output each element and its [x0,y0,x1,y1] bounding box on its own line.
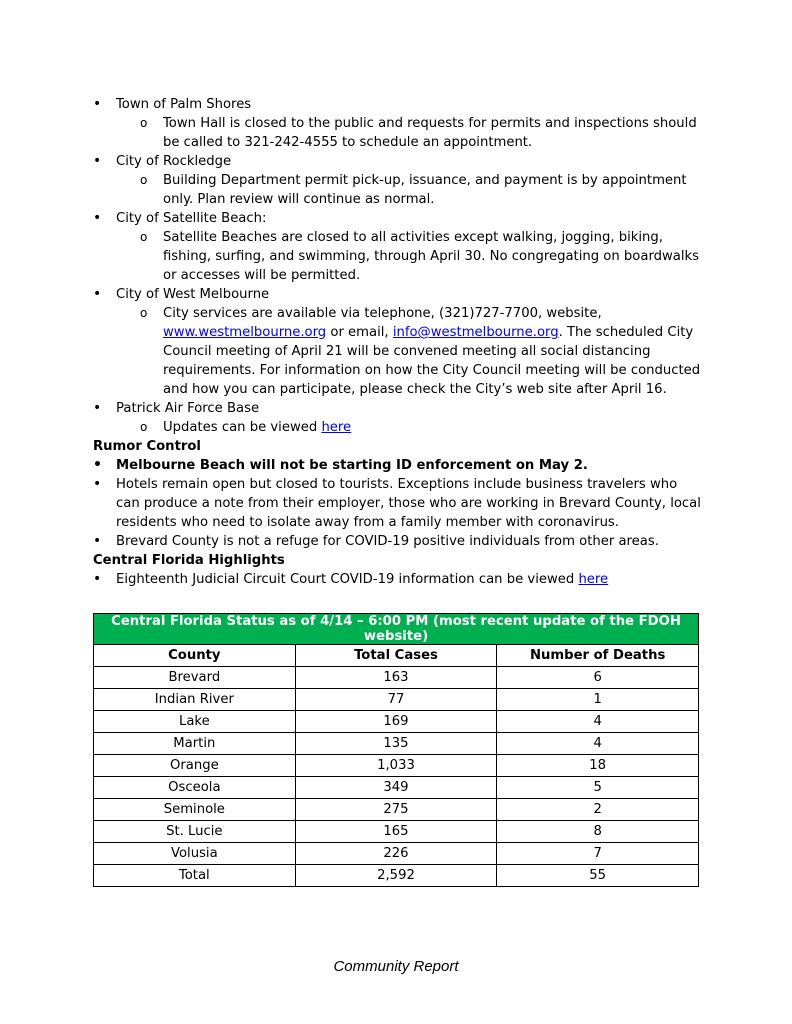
cell-deaths: 5 [497,777,699,799]
col-header-county: County [94,645,296,667]
cell-cases: 77 [295,689,497,711]
central-florida-status-table [93,613,699,887]
central-florida-heading: Central Florida Highlights [93,553,285,568]
central-florida-item [93,570,703,589]
table-title-row [94,614,699,645]
cell-county: Volusia [94,843,296,865]
cell-cases: 275 [295,799,497,821]
cell-county: Brevard [94,667,296,689]
table-row [94,711,699,733]
cell-cases: 226 [295,843,497,865]
status-table-wrap [93,613,699,887]
bullet-palm-shores: • Town of Palm Shores [93,95,703,114]
cell-deaths: 55 [497,865,699,887]
cell-cases: 163 [295,667,497,689]
subbullet-satellite-beach: o Satellite Beaches are closed to all activities except walking, jogging, biking, fishing, surfing, and swimming, through April 30. No congregating on boardwalks or accesses will be permitted. [93,228,703,285]
cell-county: St. Lucie [94,821,296,843]
cell-deaths: 2 [497,799,699,821]
bullet-patrick-afb: • Patrick Air Force Base [93,399,703,418]
cell-county: Seminole [94,799,296,821]
cell-cases: 169 [295,711,497,733]
bullet-rockledge: • City of Rockledge [93,152,703,171]
cell-deaths: 6 [497,667,699,689]
court-info-here-link[interactable]: here [578,572,609,587]
table-row [94,689,699,711]
rumor-item-1: • Melbourne Beach will not be starting ID enforcement on May 2. [93,456,703,475]
table-row [94,843,699,865]
cell-county: Total [94,865,296,887]
patrick-afb-here-link[interactable]: here [321,420,352,435]
rumor-control-heading: Rumor Control [93,439,201,454]
table-row [94,667,699,689]
cell-deaths: 4 [497,733,699,755]
table-title: Central Florida Status as of 4/14 – 6:00 PM (most recent update of the FDOH website) [94,614,699,645]
cell-county: Osceola [94,777,296,799]
cell-cases: 349 [295,777,497,799]
west-melbourne-text-1: City services are available via telephone, (321)727-7700, website, [163,306,602,321]
cell-county: Lake [94,711,296,733]
patrick-afb-text: Updates can be viewed [163,420,322,435]
westmelbourne-website-link[interactable]: www.westmelbourne.org [163,325,327,340]
table-row-total [94,865,699,887]
cell-deaths: 4 [497,711,699,733]
table-header-row [94,645,699,667]
cell-cases: 135 [295,733,497,755]
west-melbourne-text-2: or email, [326,325,393,340]
subbullet-west-melbourne [93,304,703,399]
bullet-satellite-beach: • City of Satellite Beach: [93,209,703,228]
table-row [94,821,699,843]
cell-cases: 2,592 [295,865,497,887]
cell-cases: 165 [295,821,497,843]
cell-deaths: 18 [497,755,699,777]
table-row [94,733,699,755]
rumor-item-3: • Brevard County is not a refuge for COVID-19 positive individuals from other areas. [93,532,703,551]
rumor-item-2: • Hotels remain open but closed to tourists. Exceptions include business travelers who can produce a note from their employer, those who are working in Brevard County, local residents who need to isolate away from a family member with coronavirus. [93,475,703,532]
col-header-total-cases: Total Cases [295,645,497,667]
col-header-deaths: Number of Deaths [497,645,699,667]
court-info-text: Eighteenth Judicial Circuit Court COVID-19 information can be viewed [116,572,579,587]
cell-county: Orange [94,755,296,777]
table-body [94,667,699,887]
subbullet-patrick-afb [93,418,703,437]
cell-cases: 1,033 [295,755,497,777]
westmelbourne-email-link[interactable]: info@westmelbourne.org [392,325,559,340]
page-footer: Community Report [333,958,459,975]
subbullet-palm-shores: o Town Hall is closed to the public and requests for permits and inspections should be called to 321-242-4555 to schedule an appointment. [93,114,703,152]
table-row [94,777,699,799]
table-row [94,799,699,821]
cell-deaths: 8 [497,821,699,843]
cell-county: Martin [94,733,296,755]
bullet-west-melbourne: • City of West Melbourne [93,285,703,304]
cell-deaths: 1 [497,689,699,711]
west-melbourne-text-3: . The scheduled City Council meeting of April 21 will be convened meeting all social distancing requirements. For information on how the City Council meeting will be conducted and how you can participate, please check the City’s web site after April 16. [163,325,701,397]
cell-deaths: 7 [497,843,699,865]
document-body [93,95,703,589]
subbullet-rockledge: o Building Department permit pick-up, issuance, and payment is by appointment only. Plan review will continue as normal. [93,171,703,209]
cell-county: Indian River [94,689,296,711]
table-row [94,755,699,777]
